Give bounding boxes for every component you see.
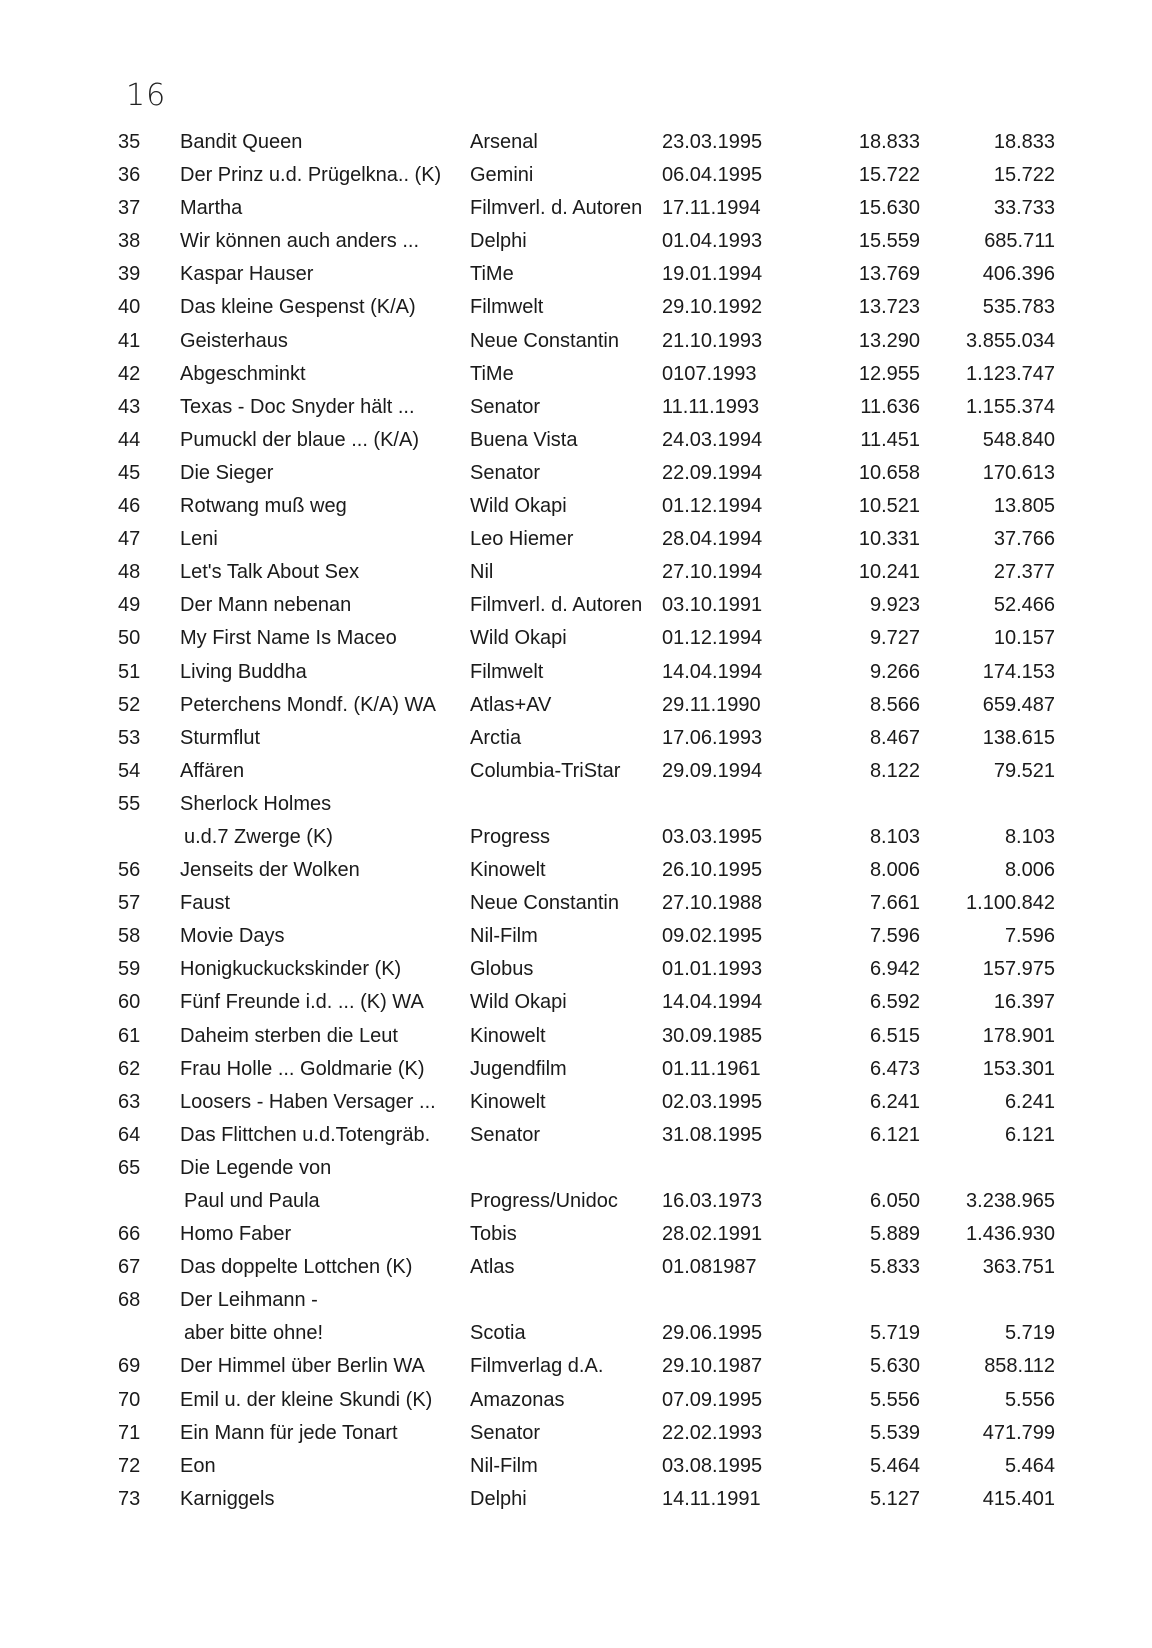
distributor: Neue Constantin <box>470 892 619 915</box>
table-row <box>0 821 1152 854</box>
row-number: 67 <box>118 1256 141 1279</box>
release-date: 29.09.1994 <box>662 759 763 782</box>
table-row <box>0 920 1152 953</box>
row-number: 54 <box>118 759 141 782</box>
row-number: 68 <box>118 1289 141 1312</box>
film-title: aber bitte ohne! <box>184 1322 323 1345</box>
table-row <box>0 1284 1152 1317</box>
table-row <box>0 986 1152 1019</box>
release-date: 11.11.1993 <box>662 395 760 418</box>
distributor: Filmwelt <box>470 296 544 319</box>
visitors-year: 18.833 <box>858 131 920 153</box>
release-date: 17.06.1993 <box>662 726 763 749</box>
table-row <box>0 589 1152 622</box>
film-title: Honigkuckuckskinder (K) <box>180 958 402 981</box>
distributor: Jugendfilm <box>470 1057 567 1080</box>
visitors-total: 535.783 <box>982 296 1055 319</box>
film-title: Fünf Freunde i.d. ... (K) WA <box>180 991 424 1014</box>
row-number: 65 <box>118 1156 141 1179</box>
row-number: 70 <box>118 1388 141 1411</box>
visitors-total: 3.855.034 <box>966 329 1055 352</box>
visitors-total: 406.396 <box>982 263 1055 286</box>
visitors-total: 157.975 <box>982 958 1055 981</box>
table-row <box>0 1317 1152 1350</box>
release-date: 26.10.1995 <box>662 859 763 882</box>
visitors-total: 170.613 <box>982 461 1055 484</box>
visitors-year: 9.727 <box>869 627 920 650</box>
table-row <box>0 457 1152 490</box>
film-title: Pumuckl der blaue ... (K/A) <box>180 428 419 451</box>
distributor: TiMe <box>470 263 514 286</box>
table-row <box>0 656 1152 689</box>
distributor: Progress <box>470 825 551 848</box>
film-title: Jenseits der Wolken <box>180 859 360 882</box>
release-date: 29.10.1992 <box>662 296 763 319</box>
visitors-year: 6.592 <box>869 991 920 1014</box>
visitors-year: 8.103 <box>869 825 920 848</box>
film-title: Emil u. der kleine Skundi (K) <box>180 1388 433 1411</box>
table-row <box>0 1417 1152 1450</box>
row-number: 72 <box>118 1454 141 1477</box>
release-date: 03.03.1995 <box>662 825 763 848</box>
film-table <box>0 126 1152 1516</box>
release-date: 29.11.1990 <box>662 693 761 716</box>
release-date: 01.12.1994 <box>662 495 763 518</box>
table-row <box>0 1053 1152 1086</box>
film-title: Sturmflut <box>180 726 261 749</box>
visitors-year: 6.050 <box>869 1190 920 1212</box>
row-number: 50 <box>118 627 141 650</box>
release-date: 27.10.1994 <box>662 561 763 584</box>
distributor: Wild Okapi <box>470 991 567 1014</box>
distributor: Globus <box>470 958 534 981</box>
distributor: Delphi <box>470 230 527 253</box>
visitors-total: 18.833 <box>993 131 1055 153</box>
visitors-total: 548.840 <box>982 428 1055 451</box>
release-date: 14.04.1994 <box>662 660 763 683</box>
visitors-year: 6.942 <box>869 958 920 981</box>
visitors-total: 138.615 <box>982 726 1055 749</box>
visitors-total: 1.123.747 <box>966 362 1055 385</box>
visitors-year: 10.331 <box>858 528 920 551</box>
film-title: Sherlock Holmes <box>180 792 332 815</box>
distributor: Atlas <box>470 1256 515 1279</box>
visitors-year: 5.127 <box>869 1487 920 1510</box>
film-title: Faust <box>180 892 231 915</box>
visitors-total: 1.100.842 <box>966 892 1055 915</box>
row-number: 46 <box>118 495 141 518</box>
film-title: Eon <box>180 1454 216 1477</box>
visitors-year: 5.556 <box>869 1388 920 1411</box>
distributor: Kinowelt <box>470 1090 546 1113</box>
distributor: Nil <box>470 561 494 584</box>
visitors-total: 79.521 <box>993 759 1055 782</box>
table-row <box>0 1350 1152 1383</box>
distributor: Columbia-TriStar <box>470 759 621 782</box>
row-number: 44 <box>118 428 141 451</box>
row-number: 66 <box>118 1223 141 1246</box>
distributor: Buena Vista <box>470 428 578 451</box>
visitors-total: 3.238.965 <box>966 1190 1055 1212</box>
table-row <box>0 126 1152 159</box>
release-date: 07.09.1995 <box>662 1388 763 1411</box>
table-row <box>0 1251 1152 1284</box>
film-title: My First Name Is Maceo <box>180 627 397 650</box>
visitors-total: 8.006 <box>1004 859 1055 882</box>
distributor: Kinowelt <box>470 859 546 882</box>
visitors-year: 10.241 <box>858 561 920 584</box>
row-number: 37 <box>118 197 141 220</box>
film-title: Die Legende von <box>180 1156 332 1179</box>
distributor: Filmwelt <box>470 660 544 683</box>
table-row <box>0 1152 1152 1185</box>
table-row <box>0 755 1152 788</box>
row-number: 41 <box>118 329 141 352</box>
film-title: Leni <box>180 528 218 551</box>
row-number: 57 <box>118 892 141 915</box>
visitors-total: 363.751 <box>982 1256 1055 1279</box>
distributor: Wild Okapi <box>470 495 567 518</box>
visitors-year: 8.122 <box>869 759 920 782</box>
table-row <box>0 622 1152 655</box>
table-row <box>0 391 1152 424</box>
film-title: Daheim sterben die Leut <box>180 1024 398 1047</box>
table-row <box>0 225 1152 258</box>
film-title: Der Himmel über Berlin WA <box>180 1355 425 1378</box>
distributor: Senator <box>470 461 541 484</box>
table-row <box>0 1119 1152 1152</box>
film-title: Der Leihmann - <box>180 1289 318 1312</box>
film-title: Peterchens Mondf. (K/A) WA <box>180 693 437 716</box>
visitors-year: 5.833 <box>869 1256 920 1279</box>
table-row <box>0 325 1152 358</box>
film-title: Geisterhaus <box>180 329 288 352</box>
visitors-year: 13.723 <box>858 296 920 319</box>
row-number: 58 <box>118 925 141 948</box>
film-title: Bandit Queen <box>180 131 303 153</box>
table-row <box>0 854 1152 887</box>
visitors-total: 33.733 <box>993 197 1055 220</box>
row-number: 45 <box>118 461 141 484</box>
distributor: Scotia <box>470 1322 526 1345</box>
visitors-year: 9.266 <box>869 660 920 683</box>
table-row <box>0 887 1152 920</box>
film-title: Karniggels <box>180 1487 275 1510</box>
row-number: 36 <box>118 164 141 187</box>
table-row <box>0 689 1152 722</box>
visitors-total: 1.436.930 <box>966 1223 1055 1246</box>
distributor: Neue Constantin <box>470 329 619 352</box>
release-date: 27.10.1988 <box>662 892 763 915</box>
release-date: 14.11.1991 <box>662 1487 761 1510</box>
distributor: Filmverl. d. Autoren <box>470 197 643 220</box>
visitors-year: 8.467 <box>869 726 920 749</box>
visitors-total: 1.155.374 <box>966 395 1055 418</box>
distributor: Filmverl. d. Autoren <box>470 594 643 617</box>
visitors-year: 15.630 <box>858 197 920 220</box>
distributor: Senator <box>470 395 541 418</box>
visitors-total: 685.711 <box>984 230 1055 253</box>
row-number: 64 <box>118 1123 141 1146</box>
page-number: 16 <box>126 78 167 113</box>
row-number: 62 <box>118 1057 141 1080</box>
distributor: Tobis <box>470 1223 517 1246</box>
film-title: Affären <box>180 759 245 782</box>
visitors-year: 8.566 <box>869 693 920 716</box>
table-row <box>0 953 1152 986</box>
release-date: 29.10.1987 <box>662 1355 763 1378</box>
table-row <box>0 523 1152 556</box>
visitors-total: 6.241 <box>1004 1090 1055 1113</box>
row-number: 48 <box>118 561 141 584</box>
table-row <box>0 192 1152 225</box>
release-date: 06.04.1995 <box>662 164 763 187</box>
film-title: Let's Talk About Sex <box>180 561 360 584</box>
table-row <box>0 291 1152 324</box>
film-title: Der Mann nebenan <box>180 594 352 617</box>
visitors-total: 174.153 <box>982 660 1055 683</box>
visitors-total: 52.466 <box>993 594 1055 617</box>
visitors-year: 13.290 <box>858 329 920 352</box>
film-title: Loosers - Haben Versager ... <box>180 1090 436 1113</box>
row-number: 56 <box>118 859 141 882</box>
table-row <box>0 490 1152 523</box>
visitors-total: 15.722 <box>993 164 1055 187</box>
visitors-year: 6.121 <box>869 1123 920 1146</box>
release-date: 31.08.1995 <box>662 1123 763 1146</box>
film-title: Das Flittchen u.d.Totengräb. <box>180 1123 431 1146</box>
distributor: Senator <box>470 1123 541 1146</box>
visitors-year: 5.464 <box>869 1454 920 1477</box>
table-row <box>0 556 1152 589</box>
visitors-total: 16.397 <box>993 991 1055 1014</box>
row-number: 59 <box>118 958 141 981</box>
visitors-total: 471.799 <box>982 1421 1055 1444</box>
row-number: 69 <box>118 1355 141 1378</box>
table-row <box>0 1185 1152 1218</box>
table-row <box>0 722 1152 755</box>
release-date: 14.04.1994 <box>662 991 763 1014</box>
release-date: 28.04.1994 <box>662 528 763 551</box>
release-date: 01.01.1993 <box>662 958 763 981</box>
distributor: Amazonas <box>470 1388 565 1411</box>
visitors-year: 7.596 <box>869 925 920 948</box>
visitors-total: 8.103 <box>1004 825 1055 848</box>
distributor: Gemini <box>470 164 534 187</box>
distributor: Nil-Film <box>470 925 538 948</box>
distributor: Arsenal <box>470 131 538 153</box>
table-row <box>0 1020 1152 1053</box>
distributor: Delphi <box>470 1487 527 1510</box>
table-row <box>0 1483 1152 1516</box>
table-row <box>0 358 1152 391</box>
visitors-year: 5.539 <box>869 1421 920 1444</box>
visitors-year: 11.451 <box>860 428 920 451</box>
row-number: 51 <box>118 660 141 683</box>
release-date: 01.11.1961 <box>662 1057 761 1080</box>
visitors-year: 15.559 <box>858 230 920 253</box>
film-title: Martha <box>180 197 243 220</box>
film-title: Paul und Paula <box>184 1190 320 1212</box>
release-date: 22.09.1994 <box>662 461 763 484</box>
release-date: 30.09.1985 <box>662 1024 763 1047</box>
release-date: 24.03.1994 <box>662 428 763 451</box>
row-number: 39 <box>118 263 141 286</box>
visitors-year: 13.769 <box>858 263 920 286</box>
film-title: Ein Mann für jede Tonart <box>180 1421 398 1444</box>
distributor: Filmverlag d.A. <box>470 1355 604 1378</box>
table-row <box>0 788 1152 821</box>
film-title: Frau Holle ... Goldmarie (K) <box>180 1057 425 1080</box>
visitors-year: 12.955 <box>858 362 920 385</box>
visitors-year: 7.661 <box>869 892 920 915</box>
row-number: 47 <box>118 528 141 551</box>
row-number: 42 <box>118 362 141 385</box>
row-number: 35 <box>118 131 141 153</box>
release-date: 16.03.1973 <box>662 1190 763 1212</box>
film-title: Movie Days <box>180 925 285 948</box>
release-date: 03.08.1995 <box>662 1454 763 1477</box>
visitors-total: 153.301 <box>982 1057 1055 1080</box>
table-row <box>0 159 1152 192</box>
release-date: 28.02.1991 <box>662 1223 763 1246</box>
visitors-year: 5.889 <box>869 1223 920 1246</box>
distributor: Arctia <box>470 726 522 749</box>
release-date: 0107.1993 <box>662 362 757 385</box>
table-row <box>0 1450 1152 1483</box>
row-number: 52 <box>118 693 141 716</box>
release-date: 01.081987 <box>662 1256 757 1279</box>
visitors-total: 5.719 <box>1004 1322 1055 1345</box>
visitors-total: 13.805 <box>993 495 1055 518</box>
row-number: 55 <box>118 792 141 815</box>
row-number: 73 <box>118 1487 141 1510</box>
row-number: 38 <box>118 230 141 253</box>
table-row <box>0 1384 1152 1417</box>
release-date: 17.11.1994 <box>662 197 761 220</box>
row-number: 60 <box>118 991 141 1014</box>
visitors-year: 10.521 <box>858 495 920 518</box>
row-number: 63 <box>118 1090 141 1113</box>
visitors-year: 6.473 <box>869 1057 920 1080</box>
table-row <box>0 1086 1152 1119</box>
film-title: Die Sieger <box>180 461 274 484</box>
visitors-total: 10.157 <box>993 627 1055 650</box>
release-date: 01.12.1994 <box>662 627 763 650</box>
visitors-year: 6.241 <box>869 1090 920 1113</box>
visitors-total: 415.401 <box>982 1487 1055 1510</box>
table-row <box>0 424 1152 457</box>
film-title: Das doppelte Lottchen (K) <box>180 1256 413 1279</box>
distributor: TiMe <box>470 362 514 385</box>
visitors-year: 10.658 <box>858 461 920 484</box>
film-title: Das kleine Gespenst (K/A) <box>180 296 416 319</box>
film-title: Rotwang muß weg <box>180 495 347 518</box>
film-title: Texas - Doc Snyder hält ... <box>180 395 415 418</box>
visitors-year: 9.923 <box>869 594 920 617</box>
release-date: 19.01.1994 <box>662 263 763 286</box>
row-number: 43 <box>118 395 141 418</box>
distributor: Kinowelt <box>470 1024 546 1047</box>
visitors-year: 11.636 <box>860 395 920 418</box>
table-row <box>0 1218 1152 1251</box>
release-date: 22.02.1993 <box>662 1421 763 1444</box>
release-date: 02.03.1995 <box>662 1090 763 1113</box>
release-date: 29.06.1995 <box>662 1322 763 1345</box>
release-date: 01.04.1993 <box>662 230 763 253</box>
release-date: 09.02.1995 <box>662 925 763 948</box>
row-number: 40 <box>118 296 141 319</box>
distributor: Senator <box>470 1421 541 1444</box>
release-date: 23.03.1995 <box>662 131 763 153</box>
visitors-total: 5.556 <box>1004 1388 1055 1411</box>
visitors-total: 858.112 <box>984 1355 1055 1378</box>
row-number: 71 <box>118 1421 141 1444</box>
row-number: 53 <box>118 726 141 749</box>
row-number: 61 <box>118 1024 141 1047</box>
visitors-total: 178.901 <box>982 1024 1055 1047</box>
film-title: Abgeschminkt <box>180 362 306 385</box>
distributor: Atlas+AV <box>470 693 552 716</box>
visitors-year: 5.719 <box>869 1322 920 1345</box>
release-date: 21.10.1993 <box>662 329 763 352</box>
row-number: 49 <box>118 594 141 617</box>
visitors-total: 7.596 <box>1004 925 1055 948</box>
table-row <box>0 258 1152 291</box>
film-title: Kaspar Hauser <box>180 263 314 286</box>
distributor: Progress/Unidoc <box>470 1190 618 1212</box>
film-title: Wir können auch anders ... <box>180 230 420 253</box>
visitors-total: 6.121 <box>1004 1123 1055 1146</box>
film-title: Der Prinz u.d. Prügelkna.. (K) <box>180 164 442 187</box>
release-date: 03.10.1991 <box>662 594 763 617</box>
film-title: Living Buddha <box>180 660 307 683</box>
visitors-year: 5.630 <box>869 1355 920 1378</box>
film-title: Homo Faber <box>180 1223 292 1246</box>
visitors-year: 6.515 <box>869 1024 920 1047</box>
visitors-total: 659.487 <box>982 693 1055 716</box>
visitors-total: 5.464 <box>1004 1454 1055 1477</box>
visitors-total: 37.766 <box>993 528 1055 551</box>
film-title: u.d.7 Zwerge (K) <box>184 825 333 848</box>
distributor: Leo Hiemer <box>470 528 574 551</box>
distributor: Nil-Film <box>470 1454 538 1477</box>
visitors-year: 15.722 <box>858 164 920 187</box>
visitors-total: 27.377 <box>993 561 1055 584</box>
distributor: Wild Okapi <box>470 627 567 650</box>
visitors-year: 8.006 <box>869 859 920 882</box>
